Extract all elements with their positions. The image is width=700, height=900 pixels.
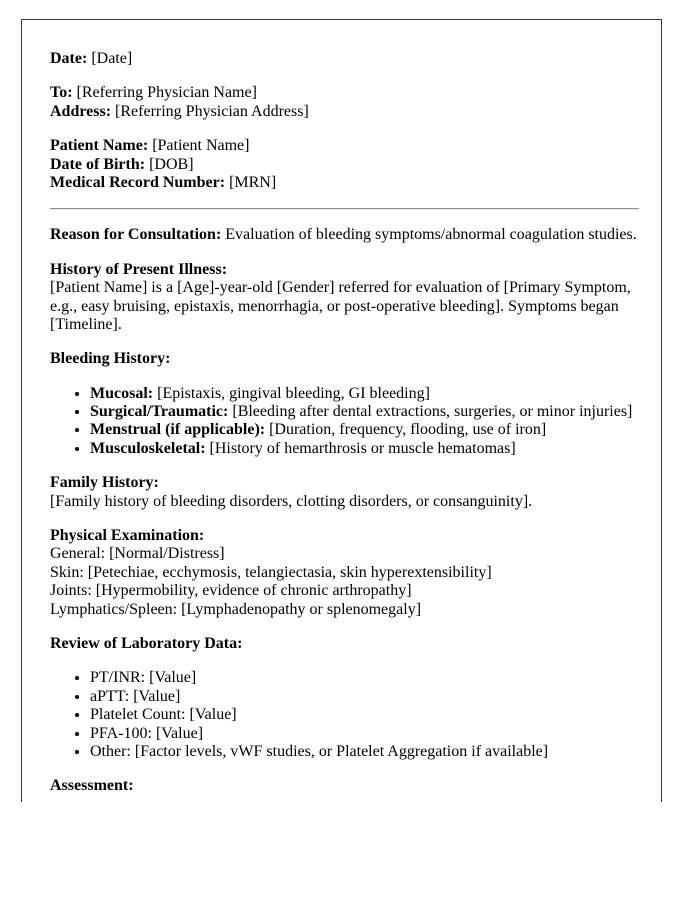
exam-line-skin: Skin: [Petechiae, ecchymosis, telangiectasia, skin hyperextensibility]: [50, 563, 492, 581]
physical-exam-heading: Physical Examination:: [50, 527, 205, 545]
hpi-body: [Patient Name] is a [Age]-year-old [Gender] referred for evaluation of [Primary Symptom, e.g., easy bruising, epistaxis, menorrhagia, or post-operative bleeding]. Symptoms began [Timeline].: [50, 279, 631, 333]
bleeding-item-value: [History of hemarthrosis or muscle hematomas]: [209, 439, 516, 457]
assessment-heading: Assessment:: [50, 777, 134, 795]
recipient-block: [50, 84, 639, 121]
bleeding-item-value: [Epistaxis, gingival bleeding, GI bleeding]: [157, 384, 430, 402]
lab-review-list: [50, 669, 639, 761]
address-value: [Referring Physician Address]: [115, 102, 309, 120]
family-history-body: [Family history of bleeding disorders, clotting disorders, or consanguinity].: [50, 492, 533, 510]
list-item: • Other: [Factor levels, vWF studies, or Platelet Aggregation if available]: [90, 743, 639, 761]
exam-line-general: General: [Normal/Distress]: [50, 545, 225, 563]
patient-name-label: Patient Name:: [50, 137, 149, 155]
dob-line: [50, 156, 639, 174]
list-item: • aPTT: [Value]: [90, 688, 639, 706]
list-item: • PFA-100: [Value]: [90, 725, 639, 743]
lab-review-heading: Review of Laboratory Data:: [50, 634, 243, 652]
section-divider: [50, 208, 639, 210]
to-label: To:: [50, 84, 73, 102]
reason-label: Reason for Consultation:: [50, 226, 222, 244]
bleeding-item-label: Musculoskeletal:: [90, 439, 206, 457]
list-item: [90, 385, 639, 403]
list-item: • Platelet Count: [Value]: [90, 706, 639, 724]
date-value: [Date]: [91, 50, 133, 67]
family-history-paragraph: [50, 474, 639, 511]
bleeding-item-label: Menstrual (if applicable):: [90, 421, 266, 439]
dob-label: Date of Birth:: [50, 155, 146, 173]
letter-page: [21, 19, 662, 802]
mrn-line: [50, 174, 639, 192]
patient-name-line: [50, 137, 639, 155]
date-label: Date:: [50, 50, 88, 67]
address-line: [50, 103, 639, 121]
bleeding-history-heading-paragraph: [50, 350, 639, 368]
bleeding-item-value: [Bleeding after dental extractions, surgeries, or minor injuries]: [232, 403, 633, 421]
list-item: [90, 403, 639, 421]
address-label: Address:: [50, 102, 112, 120]
to-value: [Referring Physician Name]: [76, 84, 257, 102]
dob-value: [DOB]: [149, 155, 194, 173]
reason-paragraph: [50, 226, 639, 244]
bleeding-history-list: [50, 385, 639, 459]
bleeding-item-value: [Duration, frequency, flooding, use of iron]: [269, 421, 547, 439]
bleeding-item-label: Mucosal:: [90, 384, 154, 402]
list-item: [90, 440, 639, 458]
hpi-paragraph: [50, 261, 639, 335]
date-line: [50, 50, 639, 68]
family-history-heading: Family History:: [50, 474, 159, 492]
to-line: [50, 84, 639, 102]
reason-value: Evaluation of bleeding symptoms/abnormal coagulation studies.: [225, 226, 637, 244]
exam-line-lymphatics: Lymphatics/Spleen: [Lymphadenopathy or splenomegaly]: [50, 600, 422, 618]
list-item: [90, 421, 639, 439]
physical-exam-paragraph: [50, 527, 639, 619]
hpi-heading: History of Present Illness:: [50, 260, 228, 278]
mrn-label: Medical Record Number:: [50, 173, 226, 191]
bleeding-history-heading: Bleeding History:: [50, 350, 171, 368]
patient-block: [50, 137, 639, 192]
mrn-value: [MRN]: [229, 173, 277, 191]
patient-name-value: [Patient Name]: [152, 137, 250, 155]
assessment-heading-paragraph: [50, 777, 639, 795]
list-item: • PT/INR: [Value]: [90, 669, 639, 687]
lab-review-heading-paragraph: [50, 635, 639, 653]
bleeding-item-label: Surgical/Traumatic:: [90, 403, 229, 421]
exam-line-joints: Joints: [Hypermobility, evidence of chronic arthropathy]: [50, 582, 412, 600]
